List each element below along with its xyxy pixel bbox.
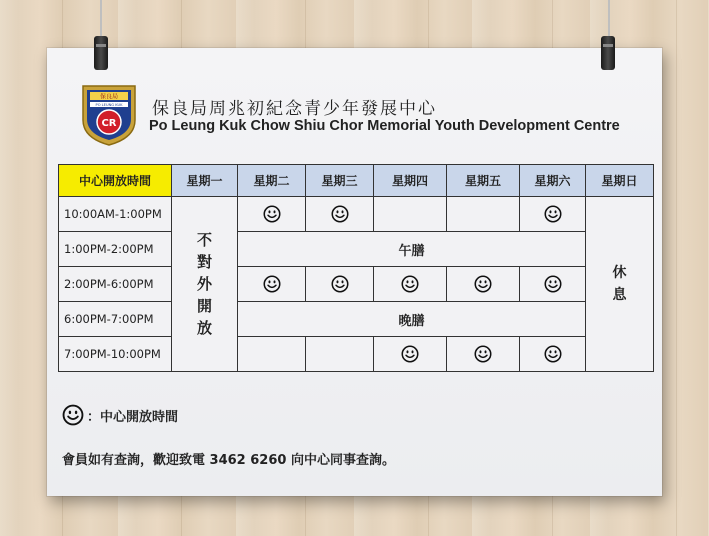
time-slot: 6:00PM-7:00PM: [59, 302, 172, 337]
lunch-break-cell: 午膳: [238, 232, 586, 267]
day-header: 星期四: [374, 165, 447, 197]
open-cell: [520, 337, 586, 372]
open-cell: [520, 267, 586, 302]
corner-header: 中心開放時間: [59, 165, 172, 197]
day-header: 星期六: [520, 165, 586, 197]
time-slot: 10:00AM-1:00PM: [59, 197, 172, 232]
time-slot: 1:00PM-2:00PM: [59, 232, 172, 267]
legend-label: ：中心開放時間: [87, 409, 179, 425]
opening-hours-table: [58, 164, 654, 372]
centre-name-chinese: 保良局周兆初紀念青少年發展中心: [152, 99, 437, 119]
smiley-icon: [544, 345, 562, 363]
open-cell: [306, 267, 374, 302]
closed-cell: [447, 197, 520, 232]
monday-note-char: 對: [196, 253, 212, 271]
open-cell: [238, 267, 306, 302]
day-header: 星期日: [586, 165, 654, 197]
monday-note-char: 不: [196, 231, 212, 249]
binder-clip-left: [94, 36, 108, 70]
open-cell: [238, 197, 306, 232]
smiley-icon: [401, 345, 419, 363]
smiley-icon: [263, 205, 281, 223]
logo-zh-text: 保良局: [99, 93, 119, 101]
sunday-note-char: 息: [612, 287, 627, 303]
logo-en-text: PO LEUNG KUK: [95, 103, 123, 107]
day-header: 星期五: [447, 165, 520, 197]
day-header: 星期二: [238, 165, 306, 197]
smiley-icon: [474, 275, 492, 293]
sunday-note-char: 休: [612, 265, 627, 281]
closed-cell: [238, 337, 306, 372]
open-cell: [447, 337, 520, 372]
closed-cell: [374, 197, 447, 232]
table-row: [59, 197, 654, 232]
table-row: [59, 302, 654, 337]
smiley-icon: [474, 345, 492, 363]
smiley-icon: [62, 404, 84, 426]
po-leung-kuk-logo: [78, 82, 140, 148]
table-row: [59, 267, 654, 302]
closed-cell: [306, 337, 374, 372]
open-cell: [447, 267, 520, 302]
centre-name-english: Po Leung Kuk Chow Shiu Chor Memorial Youth Development Centre: [149, 118, 620, 134]
dinner-break-cell: 晚膳: [238, 302, 586, 337]
header-row: [59, 165, 654, 197]
smiley-icon: [331, 275, 349, 293]
open-cell: [520, 197, 586, 232]
monday-closed-cell: [172, 197, 238, 372]
smiley-icon: [544, 205, 562, 223]
open-cell: [374, 337, 447, 372]
monday-note-char: 開: [196, 297, 212, 315]
legend: [62, 404, 178, 426]
binder-clip-right: [601, 36, 615, 70]
smiley-icon: [263, 275, 281, 293]
smiley-icon: [544, 275, 562, 293]
smiley-icon: [331, 205, 349, 223]
open-cell: [374, 267, 447, 302]
day-header: 星期三: [306, 165, 374, 197]
svg-text:CR: CR: [101, 118, 117, 129]
time-slot: 7:00PM-10:00PM: [59, 337, 172, 372]
monday-note-char: 放: [196, 319, 212, 337]
open-cell: [306, 197, 374, 232]
sunday-rest-cell: [586, 197, 654, 372]
contact-note: 會員如有查詢，歡迎致電 3462 6260 向中心同事查詢。: [62, 453, 395, 468]
smiley-icon: [401, 275, 419, 293]
table-row: [59, 232, 654, 267]
day-header: 星期一: [172, 165, 238, 197]
table-row: [59, 337, 654, 372]
monday-note-char: 外: [196, 275, 212, 293]
time-slot: 2:00PM-6:00PM: [59, 267, 172, 302]
